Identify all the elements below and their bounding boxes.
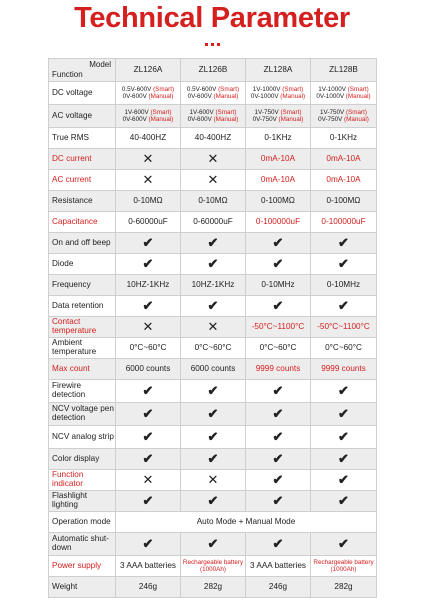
cell-line (116, 116, 180, 123)
cell-line-mode: (Smart) (278, 108, 302, 116)
cell-line-range: (1000Ah) (200, 566, 226, 573)
cell-text: 9999 counts (255, 363, 301, 373)
cell-line-range: 1V-600V (189, 108, 214, 116)
value-cell (181, 254, 246, 275)
table-row (49, 556, 377, 577)
table-row (49, 380, 377, 403)
model-column-header: ZL128B (311, 59, 377, 82)
cell-text: -50°C~1100°C (251, 321, 305, 331)
value-cell (116, 296, 181, 317)
value-cell (181, 380, 246, 403)
value-cell (311, 296, 377, 317)
value-cell (246, 359, 311, 380)
cell-line-mode: (Manual) (146, 116, 174, 123)
cell-text: 0°C~60°C (129, 342, 167, 352)
row-label: Frequency (49, 275, 116, 296)
value-cell (311, 254, 377, 275)
table-row (49, 212, 377, 233)
row-label: Contact temperature (49, 317, 116, 338)
model-column-header: ZL126A (116, 59, 181, 82)
cell-line (116, 109, 180, 116)
cell-line-mode: (Manual) (276, 116, 304, 123)
cell-line-mode: (Manual) (211, 93, 239, 100)
cell-line-range: 0.5V-600V (121, 85, 152, 93)
cell-line (116, 86, 180, 93)
value-cell (116, 254, 181, 275)
header-corner-cell (49, 59, 116, 82)
row-label: Function indicator (49, 470, 116, 491)
check-icon: ✔ (338, 493, 349, 509)
value-cell (116, 380, 181, 403)
check-icon: ✔ (272, 429, 284, 445)
cell-text: 9999 counts (321, 363, 366, 373)
cross-icon: ✕ (142, 319, 154, 335)
check-icon: ✔ (142, 451, 154, 467)
value-cell (181, 105, 246, 128)
cell-text: 246g (268, 581, 288, 591)
value-cell (116, 556, 181, 577)
table-row (49, 449, 377, 470)
row-label: Operation mode (49, 512, 116, 533)
cell-text: 0-100MΩ (326, 195, 361, 205)
value-cell (246, 380, 311, 403)
value-cell (116, 275, 181, 296)
cell-text: 0-10MΩ (198, 195, 228, 205)
cross-icon: ✕ (207, 172, 219, 188)
cell-text: 0-60000uF (193, 216, 233, 226)
value-cell (246, 533, 311, 556)
value-cell (311, 359, 377, 380)
cell-text: 0-10MΩ (133, 195, 163, 205)
value-cell (311, 577, 377, 598)
cell-text: 0-1KHz (329, 132, 358, 142)
value-cell (246, 470, 311, 491)
value-cell (246, 82, 311, 105)
value-cell (181, 233, 246, 254)
cell-line-mode: (Manual) (146, 93, 174, 100)
cell-line-mode: (Smart) (151, 85, 175, 93)
cell-line-range: Rechargeable battery (313, 558, 374, 566)
cell-text: 0mA-10A (260, 174, 296, 184)
table-row (49, 105, 377, 128)
cell-line-range: 1V-750V (254, 108, 279, 116)
value-cell (116, 191, 181, 212)
value-cell (116, 403, 181, 426)
value-cell (181, 275, 246, 296)
value-cell (181, 128, 246, 149)
value-cell (181, 191, 246, 212)
row-label: AC voltage (49, 105, 116, 128)
value-cell (181, 149, 246, 170)
merged-value-cell: Auto Mode + Manual Mode (116, 512, 377, 533)
table-row (49, 233, 377, 254)
value-cell (246, 556, 311, 577)
check-icon: ✔ (338, 256, 349, 272)
cell-line-range: Rechargeable battery (182, 558, 244, 566)
value-cell (116, 449, 181, 470)
value-cell (311, 82, 377, 105)
check-icon: ✔ (207, 406, 219, 422)
value-cell (116, 491, 181, 512)
cell-line (311, 86, 376, 93)
value-cell (181, 170, 246, 191)
value-cell (311, 149, 377, 170)
value-cell (181, 403, 246, 426)
check-icon: ✔ (272, 536, 284, 552)
value-cell (116, 470, 181, 491)
value-cell (181, 556, 246, 577)
cell-line (181, 86, 245, 93)
value-cell (181, 212, 246, 233)
cell-text: 40-400HZ (129, 132, 167, 142)
value-cell (116, 82, 181, 105)
row-label: Data retention (49, 296, 116, 317)
value-cell (181, 533, 246, 556)
check-icon: ✔ (207, 383, 219, 399)
check-icon: ✔ (338, 429, 349, 445)
table-row (49, 82, 377, 105)
value-cell (116, 338, 181, 359)
value-cell (311, 191, 377, 212)
cell-line-mode: (Smart) (148, 108, 172, 116)
check-icon: ✔ (207, 451, 219, 467)
check-icon: ✔ (207, 298, 219, 314)
value-cell (116, 233, 181, 254)
cell-line-range: 0V-750V (252, 116, 277, 123)
table-row (49, 470, 377, 491)
cell-line (311, 566, 376, 573)
cell-line-range: 1V-750V (320, 108, 345, 116)
value-cell (246, 491, 311, 512)
value-cell (311, 338, 377, 359)
cross-icon: ✕ (207, 319, 219, 335)
table-row (49, 254, 377, 275)
cell-line (311, 109, 376, 116)
value-cell (181, 426, 246, 449)
cell-line-range: (1000Ah) (330, 566, 357, 573)
value-cell (311, 403, 377, 426)
table-row (49, 577, 377, 598)
cell-text: 0-1KHz (264, 132, 292, 142)
cell-line (311, 93, 376, 100)
check-icon: ✔ (272, 472, 284, 488)
cell-line-range: 0V-1000V (316, 93, 345, 100)
row-label: Firewire detection (49, 380, 116, 403)
value-cell (311, 212, 377, 233)
value-cell (116, 359, 181, 380)
value-cell (246, 105, 311, 128)
value-cell (116, 170, 181, 191)
function-header-label: Function (52, 69, 83, 79)
cell-text: 0-100MΩ (261, 195, 295, 205)
cell-text: 10HZ-1KHz (191, 279, 235, 289)
cross-icon: ✕ (142, 172, 154, 188)
check-icon: ✔ (207, 235, 219, 251)
cell-text: 3 AAA batteries (120, 560, 176, 570)
value-cell (311, 556, 377, 577)
value-cell (116, 128, 181, 149)
row-label: DC voltage (49, 82, 116, 105)
cross-icon: ✕ (207, 472, 219, 488)
cell-text: 0-10MHz (261, 279, 295, 289)
row-label: AC current (49, 170, 116, 191)
cell-line-range: 0V-600V (122, 93, 147, 100)
cell-text: 10HZ-1KHz (126, 279, 170, 289)
value-cell (116, 577, 181, 598)
check-icon: ✔ (338, 298, 349, 314)
value-cell (246, 577, 311, 598)
cell-line-mode: (Manual) (342, 116, 369, 123)
value-cell (181, 82, 246, 105)
check-icon: ✔ (272, 493, 284, 509)
table-row (49, 359, 377, 380)
value-cell (116, 426, 181, 449)
value-cell (116, 317, 181, 338)
cell-line (246, 93, 310, 100)
cell-text: 0-60000uF (128, 216, 168, 226)
model-header-label: Model (89, 60, 111, 69)
row-label: Diode (49, 254, 116, 275)
value-cell (311, 233, 377, 254)
value-cell (181, 296, 246, 317)
value-cell (246, 338, 311, 359)
table-row (49, 491, 377, 512)
value-cell (181, 359, 246, 380)
check-icon: ✔ (207, 536, 219, 552)
value-cell (246, 149, 311, 170)
value-cell (311, 275, 377, 296)
check-icon: ✔ (338, 472, 349, 488)
cell-text: 246g (138, 581, 158, 591)
check-icon: ✔ (272, 451, 284, 467)
value-cell (181, 491, 246, 512)
cell-line (246, 109, 310, 116)
row-label: Ambient temperature (49, 338, 116, 359)
cell-text: 0mA-10A (260, 153, 296, 163)
value-cell (311, 491, 377, 512)
spec-table (48, 58, 377, 598)
cross-icon: ✕ (142, 472, 154, 488)
cell-line-mode: (Smart) (216, 85, 240, 93)
cell-text: 0-10MHz (326, 279, 361, 289)
table-row (49, 512, 377, 533)
table-row (49, 170, 377, 191)
cell-line (246, 86, 310, 93)
value-cell (116, 105, 181, 128)
cell-line-range: 0V-600V (122, 116, 147, 123)
cell-line-mode: (Smart) (345, 85, 369, 93)
value-cell (311, 449, 377, 470)
cell-text: 6000 counts (190, 363, 236, 373)
table-row (49, 149, 377, 170)
cell-line-range: 0V-1000V (250, 93, 279, 100)
value-cell (116, 533, 181, 556)
check-icon: ✔ (338, 536, 349, 552)
check-icon: ✔ (142, 256, 154, 272)
value-cell (311, 317, 377, 338)
cell-line-mode: (Smart) (344, 108, 367, 116)
table-row (49, 296, 377, 317)
table-row (49, 338, 377, 359)
cell-line (311, 116, 376, 123)
cell-line-mode: (Smart) (280, 85, 304, 93)
cell-text: 0°C~60°C (259, 342, 297, 352)
table-row (49, 533, 377, 556)
cross-icon: ✕ (142, 151, 154, 167)
cell-line-mode: (Smart) (213, 108, 237, 116)
value-cell (116, 212, 181, 233)
table-row (49, 426, 377, 449)
cell-line (116, 93, 180, 100)
row-label: On and off beep (49, 233, 116, 254)
table-row (49, 275, 377, 296)
cell-line-mode: (Manual) (278, 93, 306, 100)
value-cell (246, 296, 311, 317)
row-label: Color display (49, 449, 116, 470)
table-row (49, 403, 377, 426)
cell-line-range: 1V-1000V (318, 85, 346, 93)
cell-text: 0°C~60°C (194, 342, 232, 352)
page-title: Technical Parameter (74, 2, 350, 34)
check-icon: ✔ (338, 383, 349, 399)
check-icon: ✔ (142, 298, 154, 314)
header-row (49, 59, 377, 82)
check-icon: ✔ (142, 383, 154, 399)
row-label: Flashlight lighting (49, 491, 116, 512)
check-icon: ✔ (338, 406, 349, 422)
cell-text: 282g (203, 581, 223, 591)
value-cell (311, 170, 377, 191)
cell-line (181, 93, 245, 100)
check-icon: ✔ (272, 406, 284, 422)
row-label: NCV voltage pen detection (49, 403, 116, 426)
value-cell (246, 403, 311, 426)
cell-line-range: 1V-600V (124, 108, 149, 116)
value-cell (181, 470, 246, 491)
title-dots-decoration (0, 36, 424, 46)
value-cell (311, 105, 377, 128)
cell-line (181, 116, 245, 123)
row-label: Automatic shut-down (49, 533, 116, 556)
value-cell (311, 426, 377, 449)
value-cell (246, 449, 311, 470)
row-label: DC current (49, 149, 116, 170)
check-icon: ✔ (338, 235, 349, 251)
value-cell (246, 275, 311, 296)
check-icon: ✔ (272, 383, 284, 399)
value-cell (181, 338, 246, 359)
check-icon: ✔ (272, 235, 284, 251)
row-label: Resistance (49, 191, 116, 212)
value-cell (246, 426, 311, 449)
value-cell (311, 470, 377, 491)
value-cell (246, 233, 311, 254)
cell-line-mode: (Manual) (211, 116, 239, 123)
value-cell (181, 577, 246, 598)
value-cell (311, 533, 377, 556)
row-label: Power supply (49, 556, 116, 577)
cell-line (181, 109, 245, 116)
cell-text: -50°C~1100°C (317, 321, 370, 331)
value-cell (181, 449, 246, 470)
cell-line-range: 1V-1000V (252, 85, 281, 93)
cell-text: 0-100000uF (255, 216, 301, 226)
check-icon: ✔ (142, 235, 154, 251)
cell-line-mode: (Manual) (344, 93, 371, 100)
check-icon: ✔ (272, 298, 284, 314)
check-icon: ✔ (142, 429, 154, 445)
cell-text: 3 AAA batteries (250, 560, 306, 570)
spec-table-body (49, 59, 377, 598)
table-row (49, 317, 377, 338)
value-cell (246, 128, 311, 149)
cell-line (181, 566, 245, 573)
value-cell (116, 149, 181, 170)
cell-text: 0-100000uF (321, 216, 366, 226)
value-cell (311, 380, 377, 403)
cell-line-range: 0.5V-600V (186, 85, 217, 93)
check-icon: ✔ (207, 256, 219, 272)
value-cell (246, 212, 311, 233)
cell-text: 0mA-10A (326, 153, 361, 163)
check-icon: ✔ (142, 406, 154, 422)
cell-line (311, 559, 376, 566)
row-label: NCV analog strip (49, 426, 116, 449)
check-icon: ✔ (142, 493, 154, 509)
row-label: Capacitance (49, 212, 116, 233)
cell-line (181, 559, 245, 566)
cell-text: 6000 counts (125, 363, 171, 373)
cell-line (246, 116, 310, 123)
value-cell (246, 317, 311, 338)
row-label: True RMS (49, 128, 116, 149)
value-cell (181, 317, 246, 338)
check-icon: ✔ (207, 493, 219, 509)
model-column-header: ZL128A (246, 59, 311, 82)
model-column-header: ZL126B (181, 59, 246, 82)
cell-text: 282g (334, 581, 353, 591)
cell-line-range: 0V-600V (187, 93, 212, 100)
check-icon: ✔ (142, 536, 154, 552)
row-label: Weight (49, 577, 116, 598)
row-label: Max count (49, 359, 116, 380)
cell-text: 0mA-10A (326, 174, 361, 184)
cell-line-range: 0V-600V (187, 116, 212, 123)
check-icon: ✔ (207, 429, 219, 445)
value-cell (246, 254, 311, 275)
cross-icon: ✕ (207, 151, 219, 167)
value-cell (246, 191, 311, 212)
value-cell (246, 170, 311, 191)
cell-text: 40-400HZ (194, 132, 232, 142)
table-row (49, 128, 377, 149)
table-row (49, 191, 377, 212)
check-icon: ✔ (338, 451, 349, 467)
cell-line-range: 0V-750V (318, 116, 343, 123)
check-icon: ✔ (272, 256, 284, 272)
cell-text: 0°C~60°C (325, 342, 362, 352)
value-cell (311, 128, 377, 149)
